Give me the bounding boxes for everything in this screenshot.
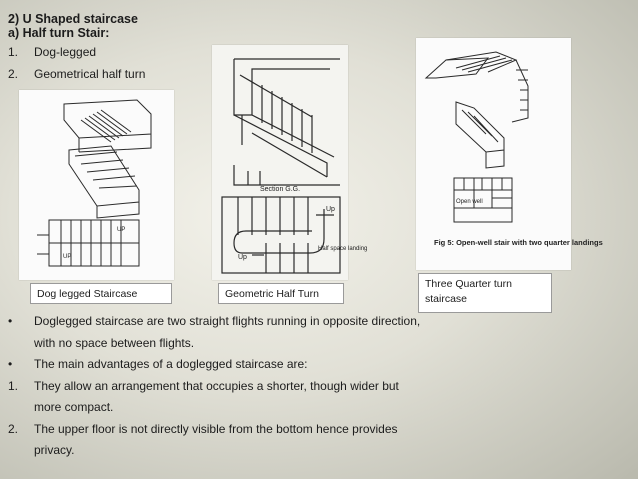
bullet-mark: • <box>8 314 13 328</box>
number-mark: 1. <box>8 378 19 393</box>
section-label: Section G.G. <box>260 186 301 193</box>
type-item-dog-legged <box>8 45 96 59</box>
fig5-caption <box>434 238 603 247</box>
type-label: Dog-legged <box>34 45 97 59</box>
dog-legged-staircase-figure <box>19 90 174 280</box>
three-quarter-turn-figure <box>416 38 603 270</box>
caption-geometric: Geometric Half Turn <box>218 283 344 304</box>
geometric-half-turn-figure <box>212 45 368 280</box>
landing-label: Half space landing <box>318 246 368 252</box>
type-number: 1. <box>8 45 19 59</box>
open-well-label: Open well <box>456 199 483 205</box>
caption-dog-legged: Dog legged Staircase <box>30 283 172 304</box>
fig5-caption-text: Fig 5: Open-well stair with two quarter landings <box>434 238 603 247</box>
up-label-top: Up <box>326 206 335 213</box>
number-mark: 2. <box>8 421 19 436</box>
plan-up-label-upper: UP <box>117 227 126 233</box>
section-title: 2) U Shaped staircase <box>8 12 138 26</box>
caption-three-quarter: Three Quarter turn staircase <box>418 273 552 313</box>
type-item-geometrical <box>8 67 145 81</box>
type-label: Geometrical half turn <box>34 67 146 81</box>
bullet-text: Doglegged staircase are two straight flights running in opposite direction, with no space between flights. <box>34 314 421 350</box>
bullet-list <box>8 311 428 462</box>
numbered-item <box>8 376 428 419</box>
bullet-item <box>8 354 428 376</box>
dog-legged-drawing <box>19 90 174 280</box>
plan-up-label-lower: UP <box>63 254 72 260</box>
bullet-text: The main advantages of a doglegged staircase are: <box>34 357 308 371</box>
numbered-item <box>8 419 428 462</box>
type-number: 2. <box>8 67 19 81</box>
up-label-bottom: Up <box>238 254 247 261</box>
bullet-mark: • <box>8 357 13 371</box>
open-well-drawing <box>416 38 603 270</box>
geometric-drawing <box>212 45 368 280</box>
bullet-item <box>8 311 428 354</box>
numbered-text: The upper floor is not directly visible from the bottom hence provides privacy. <box>34 421 398 457</box>
subsection-title: a) Half turn Stair: <box>8 26 110 40</box>
numbered-text: They allow an arrangement that occupies a shorter, though wider but more compact. <box>34 378 399 414</box>
